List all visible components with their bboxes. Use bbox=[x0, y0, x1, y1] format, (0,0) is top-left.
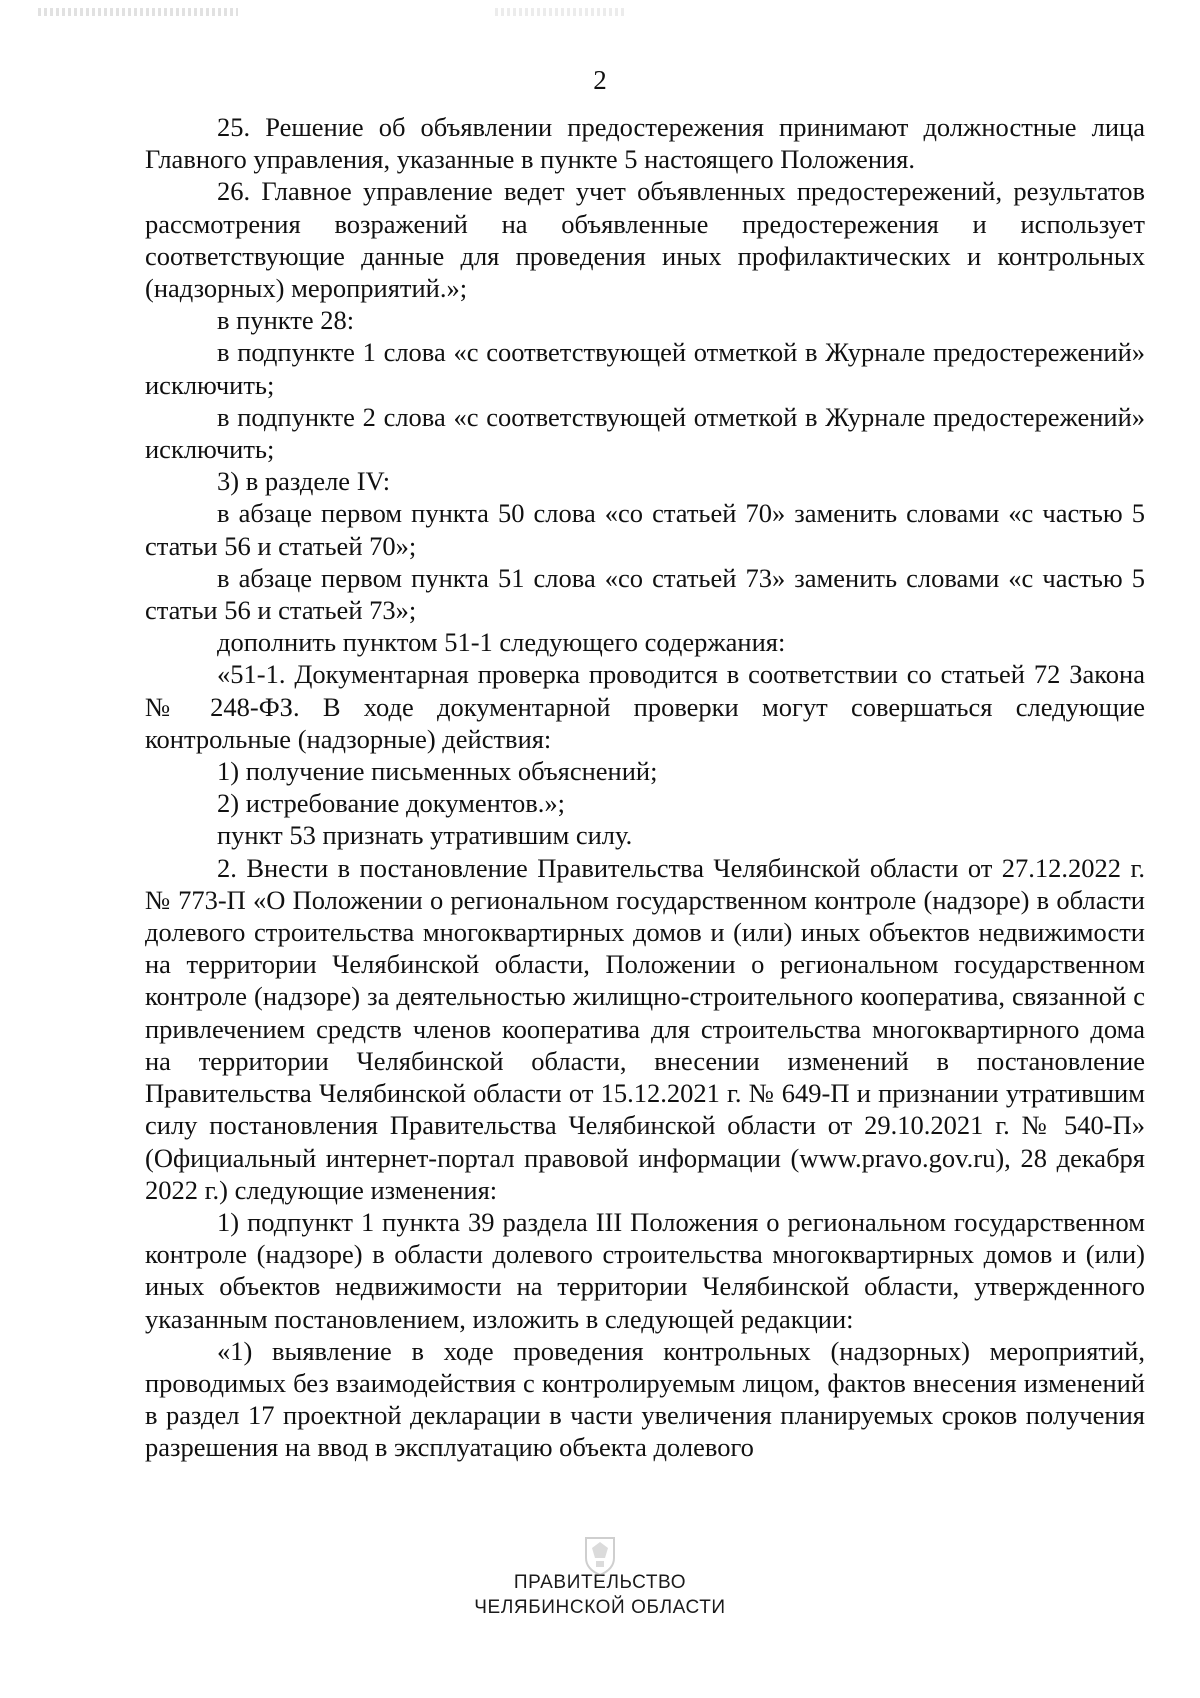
scan-artifact bbox=[38, 8, 238, 16]
paragraph: в абзаце первом пункта 51 слова «со статьей 73» заменить словами «с частью 5 статьи 56 и статьей 73»; bbox=[145, 562, 1145, 626]
coat-of-arms-icon bbox=[583, 1534, 617, 1576]
paragraph: 3) в разделе IV: bbox=[217, 466, 391, 497]
scan-artifact bbox=[495, 8, 625, 16]
paragraph: 2. Внести в постановление Правительства Челябинской области от 27.12.2022 г. № 773-П «О Положении о региональном государственном контроле (надзоре) в области долевого строительства многоквартирных домов и (или) иных объектов недвижимости на территории Челябинской области, Положении о региональном государственном контроле (надзоре) за деятельностью жилищно-строительного кооператива, связанной с привлечением средств членов кооператива для строительства многоквартирного дома на территории Челябинской области, внесении изменений в постановление Правительства Челябинской области от 15.12.2021 г. № 649-П и признании утратившим силу постановления Правительства Челябинской области от 29.10.2021 г. № 540-П» (Официальный интернет-портал правовой информации (www.pravo.gov.ru), 28 декабря 2022 г.) следующие изменения: bbox=[145, 852, 1145, 1205]
stamp-line-2: ЧЕЛЯБИНСКОЙ ОБЛАСТИ bbox=[474, 1597, 726, 1618]
paragraph: 1) подпункт 1 пункта 39 раздела III Положения о региональном государственном контроле (надзоре) в области долевого строительства многоквартирных домов и (или) иных объектов недвижимости на территории Челябинской области, утвержденного указанным постановлением, изложить в следующей редакции: bbox=[145, 1206, 1145, 1334]
paragraph: в подпункте 1 слова «с соответствующей отметкой в Журнале предостережений» исключить; bbox=[145, 337, 1145, 400]
paragraph: пункт 53 признать утратившим силу. bbox=[217, 820, 633, 851]
document-body bbox=[145, 111, 1145, 1464]
government-stamp bbox=[0, 1534, 1200, 1620]
paragraph: 25. Решение об объявлении предостережения принимают должностные лица Главного управления, указанные в пункте 5 настоящего Положения. bbox=[145, 112, 1145, 175]
paragraph: дополнить пунктом 51-1 следующего содержания: bbox=[217, 627, 786, 658]
paragraph: «1) выявление в ходе проведения контрольных (надзорных) мероприятий, проводимых без взаимодействия с контролируемым лицом, фактов внесения изменений в раздел 17 проектной декларации в части увеличения планируемых сроков получения разрешения на ввод в эксплуатацию объекта долевого bbox=[145, 1335, 1145, 1463]
stamp-line-1: ПРАВИТЕЛЬСТВО bbox=[513, 1572, 687, 1593]
paragraph: в абзаце первом пункта 50 слова «со статьей 70» заменить словами «с частью 5 статьи 56 и статьей 70»; bbox=[145, 498, 1145, 561]
paragraph: «51-1. Документарная проверка проводится в соответствии со статьей 72 Закона № 248-ФЗ. В ходе документарной проверки могут совершаться следующие контрольные (надзорные) действия: bbox=[145, 659, 1145, 754]
paragraph: 2) истребование документов.»; bbox=[217, 788, 566, 819]
paragraph: в пункте 28: bbox=[217, 305, 355, 336]
paragraph: 26. Главное управление ведет учет объявленных предостережений, результатов рассмотрения возражений на объявленные предостережения и использует соответствующие данные для проведения иных профилактических и контрольных (надзорных) мероприятий.»; bbox=[145, 176, 1145, 304]
paragraph: 1) получение письменных объяснений; bbox=[217, 756, 658, 787]
page-number: 2 bbox=[593, 65, 607, 95]
paragraph: в подпункте 2 слова «с соответствующей отметкой в Журнале предостережений» исключить; bbox=[145, 401, 1145, 465]
